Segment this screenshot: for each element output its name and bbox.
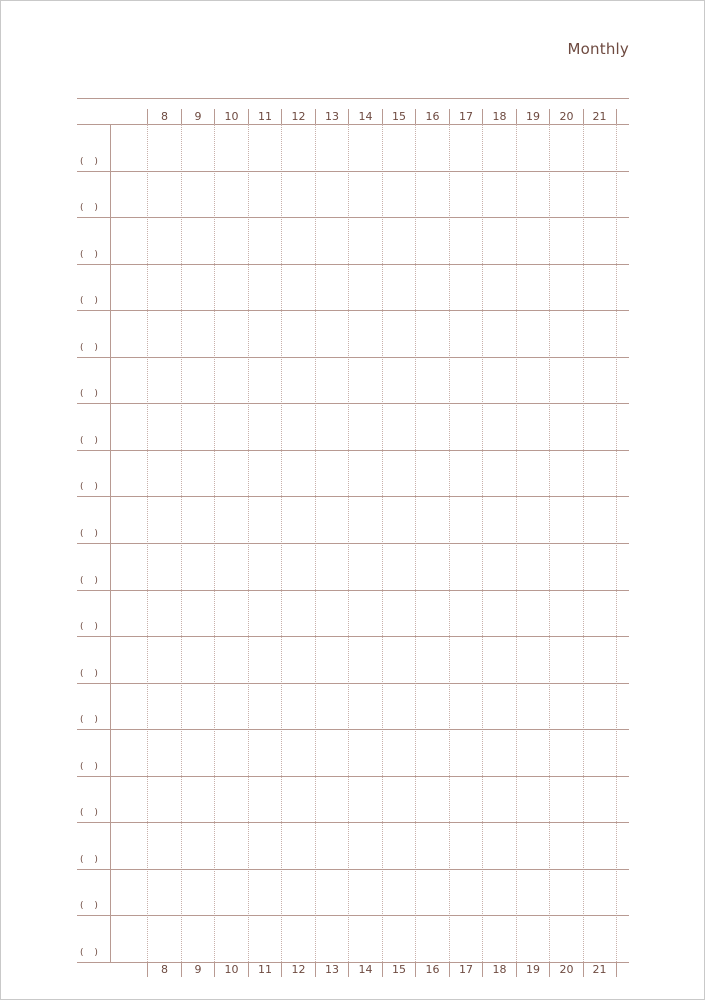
bottom-hour-8: 8 <box>147 962 181 977</box>
day-label: ( ) <box>80 157 102 167</box>
row-rule <box>77 543 629 544</box>
top-rule <box>77 98 629 99</box>
row-rule <box>77 171 629 172</box>
day-label: ( ) <box>80 203 102 213</box>
top-hour-11: 11 <box>248 109 282 124</box>
row-rule <box>77 403 629 404</box>
top-hour-14: 14 <box>348 109 382 124</box>
row-rule <box>77 822 629 823</box>
bottom-hour-15: 15 <box>382 962 416 977</box>
row-rule <box>77 310 629 311</box>
row-rule <box>77 264 629 265</box>
bottom-hour-13: 13 <box>315 962 349 977</box>
day-label: ( ) <box>80 901 102 911</box>
row-rule <box>77 590 629 591</box>
top-hour-13: 13 <box>315 109 349 124</box>
row-rule <box>77 776 629 777</box>
top-hour-18: 18 <box>482 109 516 124</box>
row-rule <box>77 496 629 497</box>
row-rule <box>77 636 629 637</box>
day-label: ( ) <box>80 250 102 260</box>
top-hour-19: 19 <box>516 109 550 124</box>
top-hour-8: 8 <box>147 109 181 124</box>
bottom-hour-21: 21 <box>583 962 617 977</box>
day-label: ( ) <box>80 855 102 865</box>
top-hour-9: 9 <box>181 109 215 124</box>
day-label: ( ) <box>80 529 102 539</box>
top-hour-17: 17 <box>449 109 483 124</box>
bottom-hour-11: 11 <box>248 962 282 977</box>
day-label: ( ) <box>80 762 102 772</box>
bottom-hour-12: 12 <box>281 962 315 977</box>
day-label: ( ) <box>80 482 102 492</box>
bottom-hour-9: 9 <box>181 962 215 977</box>
row-rule <box>77 683 629 684</box>
day-label: ( ) <box>80 808 102 818</box>
page-title: Monthly <box>567 40 629 58</box>
day-label: ( ) <box>80 948 102 958</box>
row-rule <box>77 962 629 963</box>
header-rule <box>77 124 629 125</box>
bottom-hour-17: 17 <box>449 962 483 977</box>
day-label: ( ) <box>80 715 102 725</box>
day-label: ( ) <box>80 576 102 586</box>
bottom-hour-14: 14 <box>348 962 382 977</box>
row-rule <box>77 217 629 218</box>
row-rule <box>77 915 629 916</box>
top-hour-16: 16 <box>415 109 449 124</box>
bottom-hour-20: 20 <box>549 962 583 977</box>
day-label: ( ) <box>80 436 102 446</box>
day-label: ( ) <box>80 389 102 399</box>
bottom-hour-18: 18 <box>482 962 516 977</box>
row-rule <box>77 450 629 451</box>
bottom-hour-16: 16 <box>415 962 449 977</box>
day-label: ( ) <box>80 343 102 353</box>
top-hour-12: 12 <box>281 109 315 124</box>
top-hour-10: 10 <box>214 109 248 124</box>
row-rule <box>77 357 629 358</box>
bottom-hour-10: 10 <box>214 962 248 977</box>
row-rule <box>77 869 629 870</box>
day-label: ( ) <box>80 622 102 632</box>
top-hour-15: 15 <box>382 109 416 124</box>
day-label: ( ) <box>80 296 102 306</box>
day-label: ( ) <box>80 669 102 679</box>
bottom-hour-19: 19 <box>516 962 550 977</box>
top-hour-20: 20 <box>549 109 583 124</box>
top-hour-21: 21 <box>583 109 617 124</box>
row-rule <box>77 729 629 730</box>
